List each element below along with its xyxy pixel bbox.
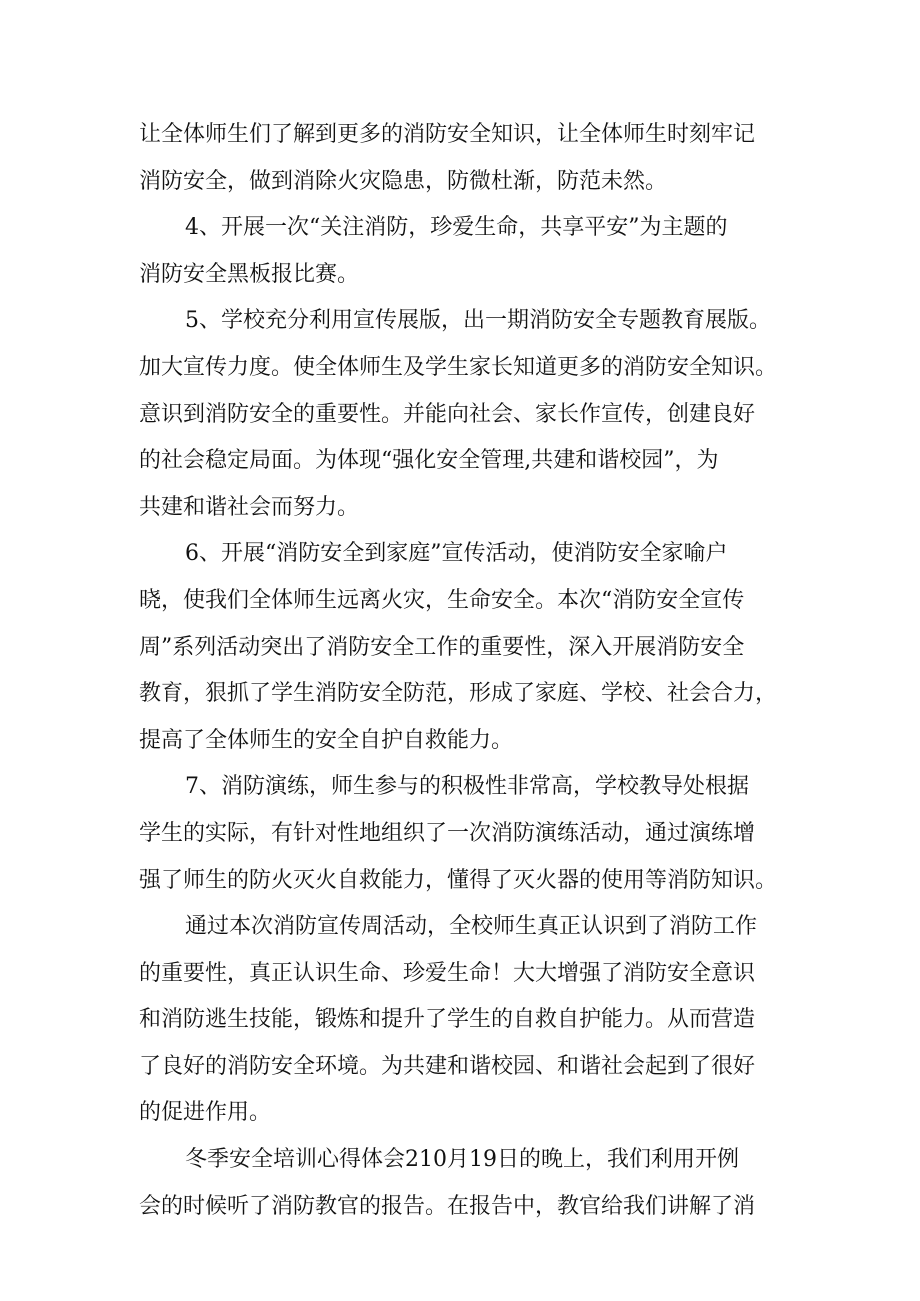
text-line-3: 4、开展一次“关注消防，珍爱生命，共享平安”为主题的	[185, 215, 728, 241]
text-line-4: 消防安全黑板报比赛。	[139, 261, 360, 287]
text-line-16: 学生的实际，有针对性地组织了一次消防演练活动，通过演练增	[139, 820, 756, 846]
text-line-5: 5、学校充分利用宣传展版，出一期消防安全专题教育展版。	[185, 308, 771, 334]
text-line-1: 让全体师生们了解到更多的消防安全知识，让全体师生时刻牢记	[139, 122, 756, 147]
text-line-8: 的社会稳定局面。为体现“强化安全管理,共建和谐校园”，为	[139, 448, 719, 474]
text-line-19: 的重要性，真正认识生命、珍爱生命！大大增强了消防安全意识	[139, 960, 756, 986]
text-line-7: 意识到消防安全的重要性。并能向社会、家长作宣传，创建良好	[139, 401, 756, 427]
text-line-13: 教育，狠抓了学生消防安全防范，形成了家庭、学校、社会合力，	[139, 681, 778, 707]
text-line-23: 冬季安全培训心得体会210月19日的晚上，我们利用开例	[185, 1147, 739, 1173]
text-line-20: 和消防逃生技能，锻炼和提升了学生的自救自护能力。从而营造	[139, 1007, 756, 1033]
text-line-2: 消防安全，做到消除火灾隐患，防微杜渐，防范未然。	[139, 168, 668, 194]
text-line-14: 提高了全体师生的安全自护自救能力。	[139, 727, 514, 753]
text-line-12: 周”系列活动突出了消防安全工作的重要性，深入开展消防安全	[139, 634, 745, 660]
body-text	[139, 112, 789, 1230]
text-line-10: 6、开展“消防安全到家庭”宣传活动，使消防安全家喻户	[185, 541, 728, 567]
text-line-9: 共建和谐社会而努力。	[139, 494, 360, 520]
text-line-6: 加大宣传力度。使全体师生及学生家长知道更多的消防安全知识。	[139, 354, 778, 380]
text-line-22: 的促进作用。	[139, 1100, 272, 1126]
text-line-21: 了良好的消防安全环境。为共建和谐校园、和谐社会起到了很好	[139, 1053, 756, 1079]
text-line-18: 通过本次消防宣传周活动，全校师生真正认识到了消防工作	[185, 914, 758, 940]
text-line-11: 晓，使我们全体师生远离火灾，生命安全。本次“消防安全宣传	[139, 587, 745, 613]
text-line-24: 会的时候听了消防教官的报告。在报告中，教官给我们讲解了消	[139, 1193, 756, 1219]
text-line-17: 强了师生的防火灭火自救能力，懂得了灭火器的使用等消防知识。	[139, 867, 778, 893]
text-line-15: 7、消防演练，师生参与的积极性非常高，学校教导处根据	[185, 774, 749, 800]
